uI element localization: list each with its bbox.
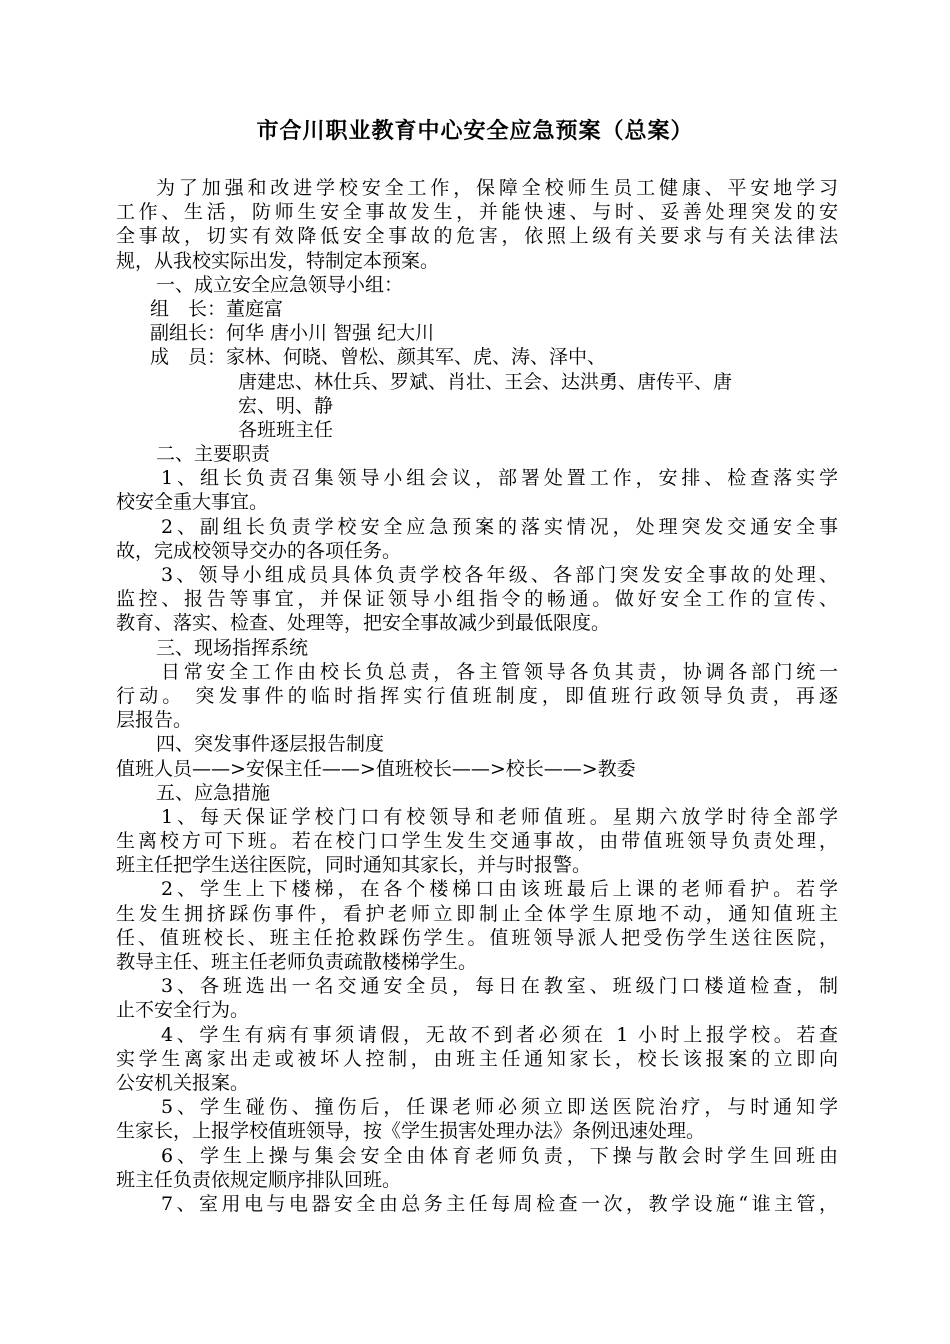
paragraph-line: 生离校方可下班。若在校门口学生发生交通事故，由带值班领导负责处理， [116, 830, 838, 853]
paragraph-line: 生发生拥挤踩伤事件，看护老师立即制止全体学生原地不动，通知值班主 [116, 902, 838, 925]
section-heading: 二、主要职责 [156, 443, 271, 466]
paragraph-line: 层报告。 [116, 709, 193, 732]
document-body [116, 176, 838, 1216]
paragraph-line: 3、各班选出一名交通安全员，每日在教室、班级门口楼道检查，制 [161, 975, 838, 998]
paragraph-line: 实学生离家出走或被坏人控制，由班主任通知家长，校长该报案的立即向 [116, 1047, 838, 1070]
paragraph-line: 2、副组长负责学校安全应急预案的落实情况，处理突发交通安全事 [161, 515, 838, 538]
paragraph-line: 故，完成校领导交办的各项任务。 [116, 539, 402, 562]
paragraph-line: 教育、落实、检查、处理等，把安全事故减少到最低限度。 [116, 612, 611, 635]
paragraph-line: 2、学生上下楼梯，在各个楼梯口由该班最后上课的老师看护。若学 [161, 878, 838, 901]
paragraph-line: 公安机关报案。 [116, 1071, 250, 1094]
paragraph-line: 止不安全行为。 [116, 999, 250, 1022]
member-line: 各班班主任 [238, 418, 334, 441]
paragraph-line: 1、组长负责召集领导小组会议，部署处置工作，安排、检查落实学 [161, 467, 838, 490]
paragraph-line: 为了加强和改进学校安全工作，保障全校师生员工健康、平安地学习 [156, 177, 838, 199]
paragraph-line: 3、领导小组成员具体负责学校各年级、各部门突发安全事故的处理、 [161, 564, 838, 586]
paragraph-line: 校安全重大事宜。 [116, 491, 269, 514]
member-line: 组 长：董庭富 [150, 297, 284, 320]
member-line: 成 员：家林、何晓、曾松、颜其军、虎、涛、泽中、 [150, 346, 607, 369]
document-title: 市合川职业教育中心安全应急预案（总案） [256, 118, 694, 144]
section-heading: 一、成立安全应急领导小组： [156, 273, 404, 296]
paragraph-line: 全事故，切实有效降低安全事故的危害，依照上级有关要求与有关法律法 [116, 225, 838, 248]
member-line: 副组长：何华 唐小川 智强 纪大川 [150, 322, 435, 345]
section-heading: 四、突发事件逐层报告制度 [156, 733, 385, 756]
paragraph-line: 班主任负责依规定顺序排队回班。 [116, 1168, 402, 1191]
paragraph-line: 4、学生有病有事须请假，无故不到者必须在 1 小时上报学校。若查 [161, 1023, 838, 1046]
paragraph-line: 1、每天保证学校门口有校领导和老师值班。星期六放学时待全部学 [161, 805, 838, 828]
member-line: 唐建忠、林仕兵、罗斌、肖壮、王会、达洪勇、唐传平、唐 [238, 370, 733, 393]
section-heading: 五、应急措施 [156, 781, 271, 804]
paragraph-line: 7、室用电与电器安全由总务主任每周检查一次，教学设施“谁主管， [161, 1192, 838, 1215]
paragraph-line: 班主任把学生送往医院，同时通知其家长，并与时报警。 [116, 854, 592, 877]
report-chain: 值班人员——>安保主任——>值班校长——>校长——>教委 [116, 757, 636, 780]
paragraph-line: 生家长，上报学校值班领导，按《学生损害处理办法》条例迅速处理。 [116, 1120, 706, 1143]
paragraph-line: 规，从我校实际出发，特制定本预案。 [116, 249, 440, 272]
section-heading: 三、现场指挥系统 [156, 636, 309, 659]
paragraph-line: 监控、报告等事宜，并保证领导小组指令的畅通。做好安全工作的宣传、 [116, 588, 838, 611]
paragraph-line: 6、学生上操与集会安全由体育老师负责，下操与散会时学生回班由 [161, 1144, 838, 1167]
paragraph-line: 教导主任、班主任老师负责疏散楼梯学生。 [116, 951, 478, 973]
paragraph-line: 行动。 突发事件的临时指挥实行值班制度，即值班行政领导负责，再逐 [116, 684, 838, 707]
paragraph-line: 日常安全工作由校长负总责，各主管领导各负其责，协调各部门统一 [161, 660, 838, 683]
member-line: 宏、明、静 [238, 394, 334, 417]
paragraph-line: 工作、生活，防师生安全事故发生，并能快速、与时、妥善处理突发的安 [116, 201, 838, 224]
paragraph-line: 5、学生碰伤、撞伤后，任课老师必须立即送医院治疗，与时通知学 [161, 1096, 838, 1119]
paragraph-line: 任、值班校长、班主任抢救踩伤学生。值班领导派人把受伤学生送往医院， [116, 926, 838, 949]
